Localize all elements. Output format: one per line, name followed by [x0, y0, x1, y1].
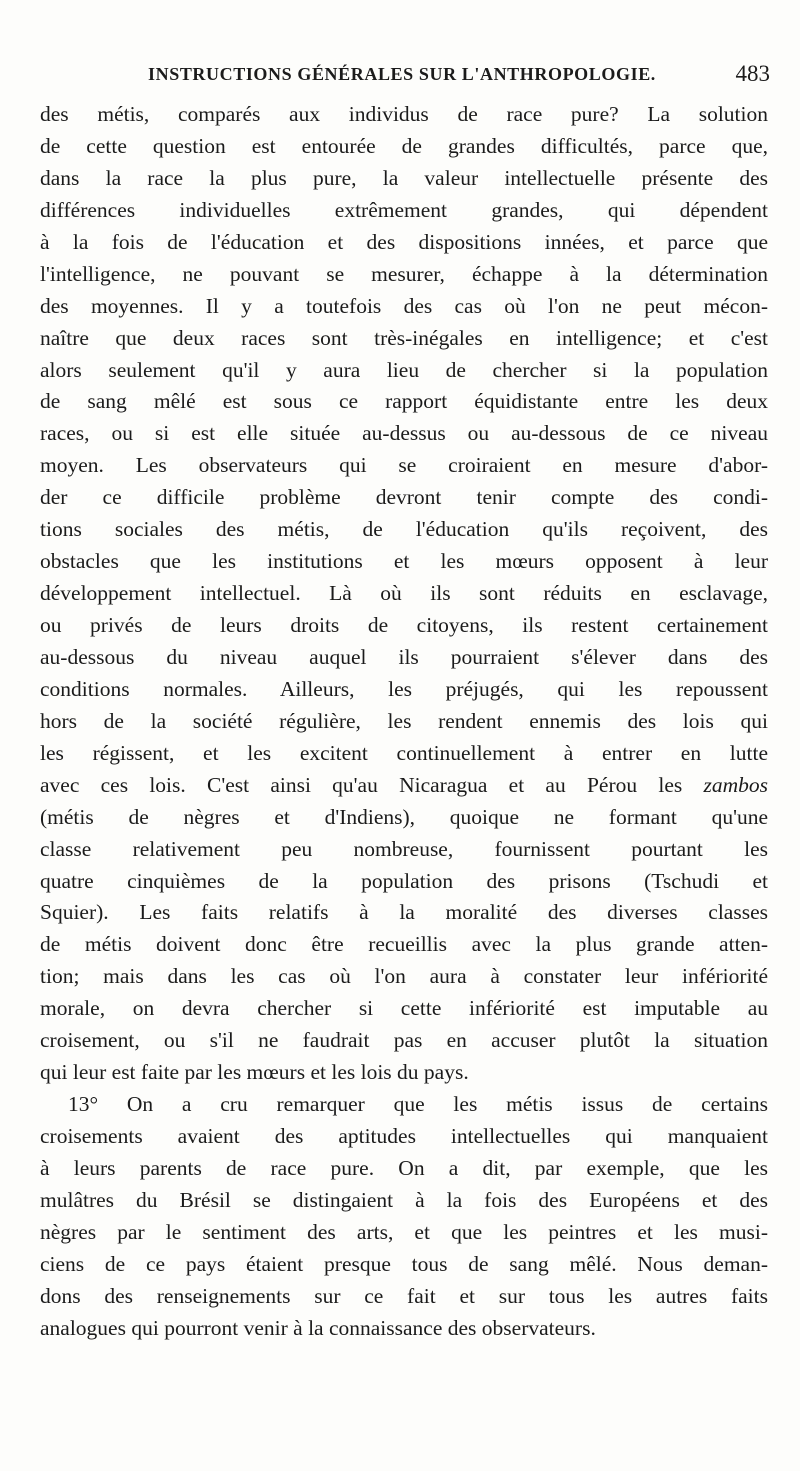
text-line: 13° On a cru remarquer que les métis issus de certains — [68, 1092, 768, 1117]
text-line: ciens de ce pays étaient presque tous de sang mêlé. Nous deman- — [40, 1251, 768, 1276]
page-number: 483 — [735, 61, 770, 86]
text-line: alors seulement qu'il y aura lieu de chercher si la population — [40, 357, 768, 382]
text-line: les régissent, et les excitent continuellement à entrer en lutte — [40, 740, 768, 765]
text-line: de sang mêlé est sous ce rapport équidistante entre les deux — [40, 389, 768, 414]
text-line: (métis de nègres et d'Indiens), quoique ne formant qu'une — [40, 804, 768, 829]
text-line: hors de la société régulière, les rendent ennemis des lois qui — [40, 708, 768, 733]
text-line: à leurs parents de race pure. On a dit, par exemple, que les — [40, 1155, 768, 1180]
text-line: croisements avaient des aptitudes intellectuelles qui manquaient — [40, 1124, 768, 1148]
running-title: INSTRUCTIONS GÉNÉRALES SUR L'ANTHROPOLOGIE. — [148, 64, 656, 84]
text-line: croisement, ou s'il ne faudrait pas en accuser plutôt la situation — [40, 1028, 768, 1053]
text-line: au-dessous du niveau auquel ils pourraient s'élever dans des — [40, 644, 768, 669]
text-line: mulâtres du Brésil se distingaient à la fois des Européens et des — [40, 1187, 768, 1212]
text-line: qui leur est faite par les mœurs et les lois du pays. — [40, 1060, 469, 1085]
text-line: naître que deux races sont très-inégales en intelligence; et c'est — [40, 325, 768, 350]
text-line: analogues qui pourront venir à la connaissance des observateurs. — [40, 1315, 596, 1340]
text-line: tions sociales des métis, de l'éducation qu'ils reçoivent, des — [40, 517, 768, 542]
text-line: l'intelligence, ne pouvant se mesurer, échappe à la détermination — [40, 261, 768, 286]
text-line: des moyennes. Il y a toutefois des cas où l'on ne peut mécon- — [40, 293, 768, 318]
text-line: races, ou si est elle située au-dessus ou au-dessous de ce niveau — [40, 421, 768, 446]
text-line: dans la race la plus pure, la valeur intellectuelle présente des — [40, 165, 768, 190]
text-line: morale, on devra chercher si cette infériorité est imputable au — [40, 996, 768, 1021]
text-line: de cette question est entourée de grandes difficultés, parce que, — [40, 133, 768, 158]
text-line: ou privés de leurs droits de citoyens, ils restent certainement — [40, 613, 768, 637]
italic-term: zambos — [703, 772, 768, 797]
text-line: à la fois de l'éducation et des dispositions innées, et parce que — [40, 229, 768, 254]
text-line: dons des renseignements sur ce fait et sur tous les autres faits — [40, 1283, 768, 1308]
text-line: moyen. Les observateurs qui se croiraient en mesure d'abor- — [40, 453, 768, 478]
running-head — [40, 61, 770, 90]
text-line: tion; mais dans les cas où l'on aura à constater leur infériorité — [40, 964, 768, 989]
text-line: conditions normales. Ailleurs, les préjugés, qui les repoussent — [40, 676, 768, 701]
paragraph-2 — [40, 1089, 768, 1345]
text-line: des métis, comparés aux individus de race pure? La solution — [40, 102, 768, 126]
text-line: Squier). Les faits relatifs à la moralité des diverses classes — [40, 900, 768, 925]
text-line: avec ces lois. C'est ainsi qu'au Nicaragua et au Pérou les zambos — [40, 772, 768, 797]
text-line: classe relativement peu nombreuse, fournissent pourtant les — [40, 836, 768, 861]
text-line: nègres par le sentiment des arts, et que les peintres et les musi- — [40, 1219, 768, 1244]
text-line: quatre cinquièmes de la population des prisons (Tschudi et — [40, 868, 768, 893]
text-line: différences individuelles extrêmement grandes, qui dépendent — [40, 197, 768, 222]
paragraph-1 — [40, 99, 768, 1089]
text-line: développement intellectuel. Là où ils sont réduits en esclavage, — [40, 581, 768, 606]
text-line: de métis doivent donc être recueillis avec la plus grande atten- — [40, 932, 768, 957]
text-line: der ce difficile problème devront tenir compte des condi- — [40, 485, 768, 510]
body-text — [40, 99, 768, 1345]
text-line: obstacles que les institutions et les mœurs opposent à leur — [40, 549, 768, 574]
